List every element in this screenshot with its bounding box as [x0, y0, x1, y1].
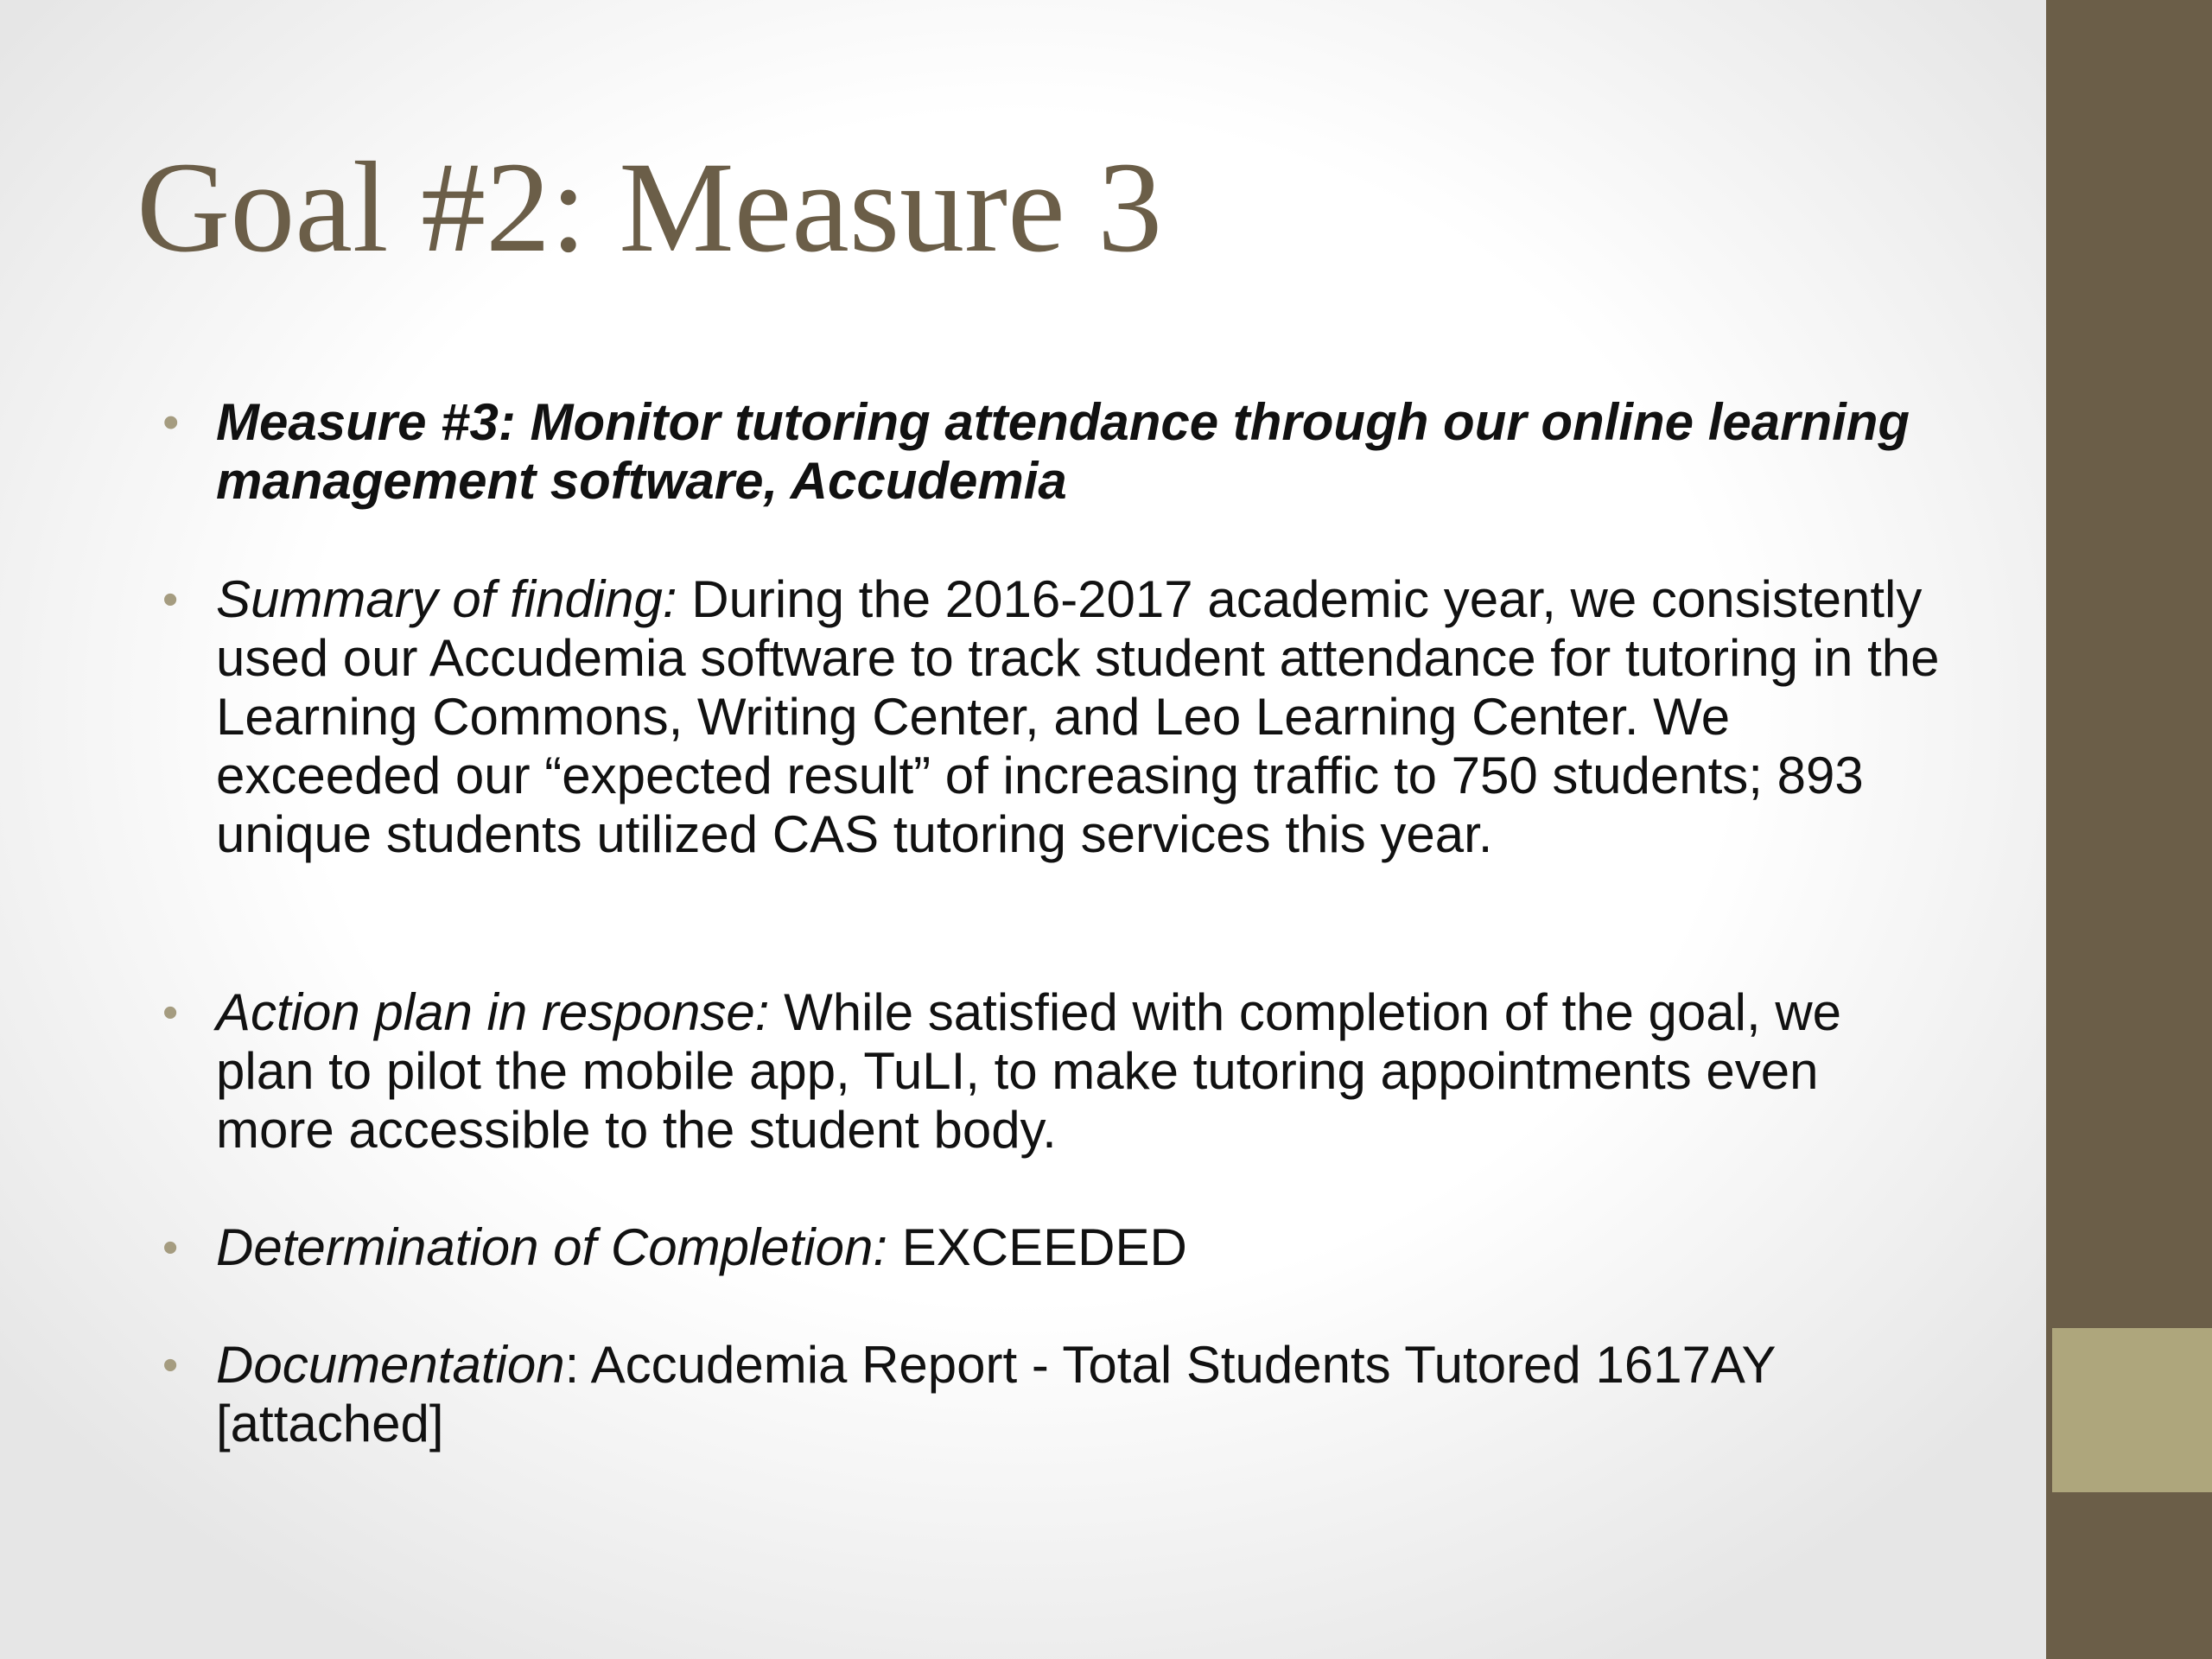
bullet-marker: •: [162, 1223, 179, 1273]
slide-title: Goal #2: Measure 3: [137, 136, 1163, 279]
bullet-determination: [162, 1218, 1944, 1277]
documentation-label: Documentation: [216, 1336, 565, 1394]
side-bar-edge: [2046, 1328, 2052, 1492]
summary-label: Summary of finding:: [216, 570, 677, 628]
measure-text: Measure #3: Monitor tutoring attendance through our online learning management software, Accudemia: [216, 393, 1910, 510]
action-plan-label: Action plan in response:: [216, 983, 770, 1041]
bullet-summary: [162, 570, 1944, 864]
determination-label: Determination of Completion:: [216, 1218, 888, 1276]
side-bar-accent: [2052, 1328, 2212, 1492]
bullet-measure: [162, 393, 1944, 511]
bullet-marker: •: [162, 988, 179, 1038]
bullet-documentation: [162, 1336, 1944, 1453]
summary-text: During the 2016-2017 academic year, we consistently used our Accudemia software to track student attendance for tutoring in the Learning Commons, Writing Center, and Leo Learning Center. We exceeded our “expected result” of increasing traffic to 750 students; 893 unique students utilized CAS tutoring services this year.: [216, 570, 1940, 863]
bullet-action-plan: [162, 983, 1944, 1160]
determination-text: EXCEEDED: [887, 1218, 1187, 1276]
bullet-marker: •: [162, 575, 179, 625]
bullet-marker: •: [162, 397, 179, 448]
action-plan-text: While satisfied with completion of the goal, we plan to pilot the mobile app, TuLI, to make tutoring appointments even more accessible to the student body.: [216, 983, 1842, 1159]
documentation-text: : Accudemia Report - Total Students Tutored 1617AY [attached]: [216, 1336, 1776, 1452]
bullet-marker: •: [162, 1340, 179, 1390]
